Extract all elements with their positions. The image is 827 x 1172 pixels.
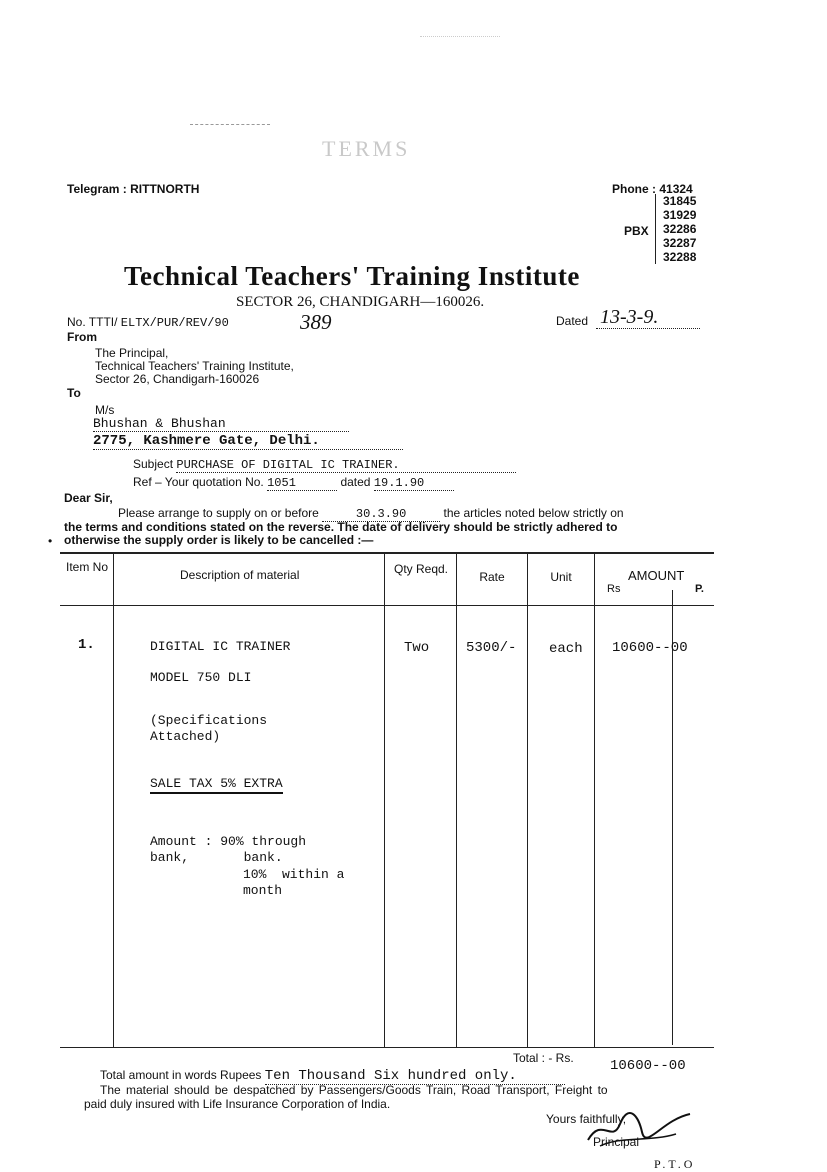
row-rate: 5300/- (466, 640, 517, 656)
bullet-mark: • (48, 534, 53, 548)
col-divider-1 (113, 553, 114, 1048)
from-address: The Principal, Technical Teachers' Training Institute, Sector 26, Chandigarh-160026 (95, 346, 294, 386)
order-no: No. TTTI/ ELTX/PUR/REV/90 (67, 315, 229, 330)
col-divider-3 (456, 553, 457, 1048)
institute-address: SECTOR 26, CHANDIGARH—160026. (236, 294, 485, 310)
header-rate: Rate (479, 570, 505, 584)
row-qty: Two (404, 640, 430, 656)
payment-line1: Amount : 90% through (150, 834, 307, 849)
total-value: 10600--00 (610, 1058, 686, 1074)
telegram: Telegram : RITTNORTH (67, 182, 200, 196)
row-amount: 10600--00 (612, 640, 688, 656)
payment-line3: 10% within a (243, 867, 345, 882)
body-line-1: Please arrange to supply on or before 30.3.90 the articles noted below strictly on (118, 506, 624, 521)
header-unit: Unit (550, 570, 572, 584)
header-qty: Qty Reqd. (393, 562, 449, 576)
dated-underline (596, 328, 700, 329)
header-amount: AMOUNT (628, 568, 685, 583)
reference: Ref – Your quotation No. 1051 dated 19.1.90 (133, 475, 454, 491)
subject: Subject PURCHASE OF DIGITAL IC TRAINER. (133, 457, 516, 473)
institute-name: Technical Teachers' Training Institute (124, 261, 580, 291)
payment-line2: bank, bank. (150, 850, 283, 865)
body-line-2: the terms and conditions stated on the reverse. The date of delivery should be strictly adhered to (64, 520, 618, 534)
pbx-numbers: 31845 31929 32286 32287 32288 (663, 194, 697, 264)
header-rs: Rs (607, 583, 621, 595)
row-item-no: 1. (78, 637, 95, 653)
header-item-no: Item No (65, 560, 108, 574)
body-line-3: otherwise the supply order is likely to be cancelled :— (64, 533, 374, 547)
table-bottom-rule (60, 1047, 714, 1048)
yours-faithfully: Yours faithfully, (546, 1112, 627, 1126)
phone: Phone : 41324 (612, 182, 693, 196)
payment-line4: month (243, 883, 283, 898)
row-desc-line1: DIGITAL IC TRAINER (150, 639, 291, 654)
header-description: Description of material (180, 568, 300, 582)
row-desc-line2: MODEL 750 DLI (150, 670, 252, 685)
principal-title: Principal (593, 1135, 640, 1149)
supplier-address: 2775, Kashmere Gate, Delhi. (93, 433, 403, 450)
despatch-line1: The material should be despatched by Passengers/Goods Train, Road Transport, Freight to (100, 1083, 608, 1097)
supplier-name: Bhushan & Bhushan (93, 416, 349, 432)
col-divider-5 (594, 553, 595, 1048)
order-no-handwritten: 389 (300, 310, 332, 334)
bleed-mark (420, 36, 500, 37)
table-top-rule (60, 552, 714, 554)
pbx-label: PBX (624, 224, 649, 238)
col-divider-2 (384, 553, 385, 1048)
amount-in-words: Total amount in words Rupees Ten Thousand Six hundred only. (100, 1068, 565, 1085)
row-desc-line3: (Specifications (150, 713, 268, 728)
row-desc-line4: Attached) (150, 729, 221, 744)
pbx-bracket (655, 194, 660, 264)
salutation: Dear Sir, (64, 491, 113, 505)
to-label: To (67, 386, 81, 400)
dated-value: 13-3-9. (600, 306, 659, 328)
sale-tax-note: SALE TAX 5% EXTRA (150, 776, 283, 794)
despatch-line2: paid duly insured with Life Insurance Corporation of India. (84, 1097, 391, 1111)
bleed-terms: TERMS (322, 136, 411, 161)
table-header-rule (60, 605, 714, 606)
col-divider-paise (672, 590, 673, 1045)
total-label: Total : - Rs. (513, 1051, 574, 1065)
row-unit: each (549, 641, 583, 657)
bleed-dash (190, 124, 270, 125)
dated-label: Dated (556, 314, 589, 328)
from-label: From (67, 330, 97, 344)
pto-note: P.T.O (654, 1157, 696, 1171)
header-paise: P. (695, 583, 704, 595)
ms-label: M/s (95, 403, 115, 417)
col-divider-4 (527, 553, 528, 1048)
